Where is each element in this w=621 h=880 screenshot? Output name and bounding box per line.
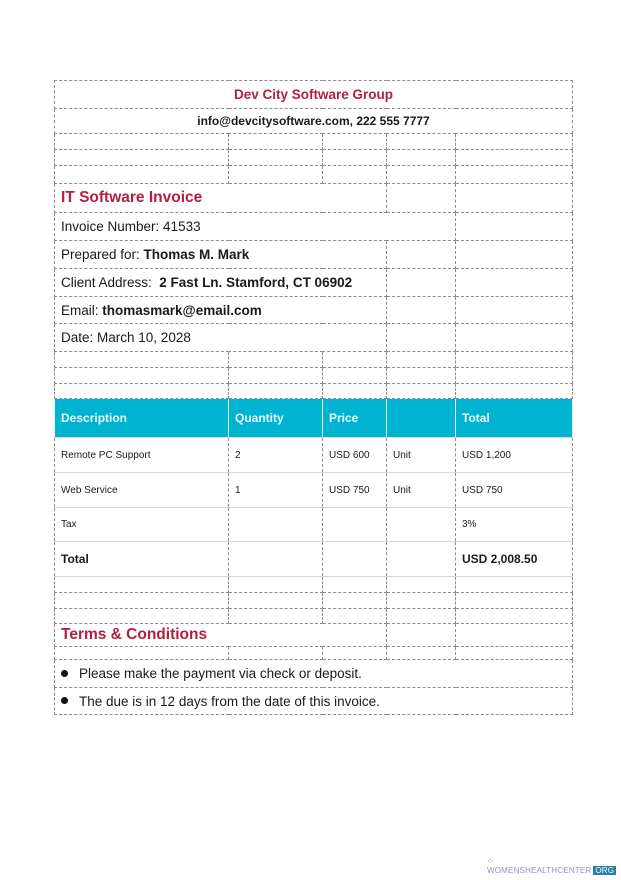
- spacer-row: [55, 593, 573, 609]
- items-header-row: [55, 399, 573, 438]
- invoice-document: [54, 80, 572, 715]
- spacer-row: [55, 150, 573, 166]
- dots-icon: ⁘: [487, 857, 494, 866]
- item-total: USD 750: [456, 473, 573, 508]
- bullet-icon: [61, 670, 68, 677]
- terms-item-text: The due is in 12 days from the date of this invoice.: [79, 693, 380, 709]
- invoice-title: IT Software Invoice: [55, 184, 387, 213]
- item-unit: Unit: [387, 438, 456, 473]
- invoice-date-label: Date:: [61, 330, 98, 345]
- item-description: Web Service: [55, 473, 229, 508]
- invoice-number-value: 41533: [163, 219, 201, 234]
- invoice-number: [55, 213, 456, 241]
- company-contact: info@devcitysoftware.com, 222 555 7777: [55, 109, 573, 134]
- item-quantity: [229, 508, 323, 542]
- terms-item-row: [55, 688, 573, 715]
- item-total: USD 1,200: [456, 438, 573, 473]
- spacer-row: [55, 368, 573, 384]
- terms-item: [55, 660, 573, 688]
- client-address-value: 2 Fast Ln. Stamford, CT 06902: [159, 275, 353, 290]
- prepared-for-label: Prepared for:: [61, 247, 144, 262]
- client-email-row: [55, 297, 573, 324]
- invoice-number-row: [55, 213, 573, 241]
- item-total: 3%: [456, 508, 573, 542]
- invoice-number-label: Invoice Number:: [61, 219, 164, 234]
- invoice-date-value: March 10, 2028: [97, 330, 191, 345]
- header-quantity: Quantity: [229, 399, 323, 438]
- prepared-for-row: [55, 241, 573, 269]
- header-price: Price: [323, 399, 387, 438]
- spacer-row: [55, 352, 573, 368]
- client-address-label: Client Address:: [61, 275, 160, 290]
- spacer-row: [55, 166, 573, 184]
- grand-total-row: [55, 542, 573, 577]
- table-row: [55, 438, 573, 473]
- header-unit: [387, 399, 456, 438]
- client-name: Thomas M. Mark: [143, 247, 250, 262]
- header-total: Total: [456, 399, 573, 438]
- table-row: [55, 473, 573, 508]
- company-name-row: [55, 81, 573, 109]
- grand-total-value: USD 2,008.50: [456, 542, 573, 577]
- invoice-date: [55, 324, 387, 352]
- item-quantity: 2: [229, 438, 323, 473]
- invoice-table: [54, 80, 573, 715]
- item-description: Tax: [55, 508, 229, 542]
- watermark-logo: [487, 857, 621, 875]
- item-price: USD 600: [323, 438, 387, 473]
- item-unit: [387, 508, 456, 542]
- grand-total-label: Total: [55, 542, 229, 577]
- spacer-row: [55, 647, 573, 660]
- watermark-text: WOMENSHEALTHCENTER: [487, 866, 592, 875]
- item-unit: Unit: [387, 473, 456, 508]
- prepared-for: [55, 241, 387, 269]
- company-name: Dev City Software Group: [55, 81, 573, 109]
- terms-title-row: [55, 624, 573, 647]
- header-description: Description: [55, 399, 229, 438]
- client-address: [55, 269, 387, 297]
- terms-item-text: Please make the payment via check or deposit.: [79, 666, 362, 681]
- spacer-row: [55, 134, 573, 150]
- client-email: [55, 297, 387, 324]
- spacer-row: [55, 384, 573, 399]
- bullet-icon: [61, 697, 68, 704]
- watermark-suffix: ORG: [595, 866, 615, 875]
- spacer-row: [55, 609, 573, 624]
- item-quantity: 1: [229, 473, 323, 508]
- table-row: [55, 508, 573, 542]
- company-contact-row: [55, 109, 573, 134]
- invoice-date-row: [55, 324, 573, 352]
- spacer-row: [55, 577, 573, 593]
- terms-item-row: [55, 660, 573, 688]
- item-description: Remote PC Support: [55, 438, 229, 473]
- item-price: [323, 508, 387, 542]
- item-price: USD 750: [323, 473, 387, 508]
- terms-title: Terms & Conditions: [55, 624, 387, 647]
- client-address-row: [55, 269, 573, 297]
- client-email-value: thomasmark@email.com: [102, 302, 262, 318]
- terms-item: [55, 688, 573, 715]
- client-email-label: Email:: [61, 302, 103, 318]
- invoice-title-row: [55, 184, 573, 213]
